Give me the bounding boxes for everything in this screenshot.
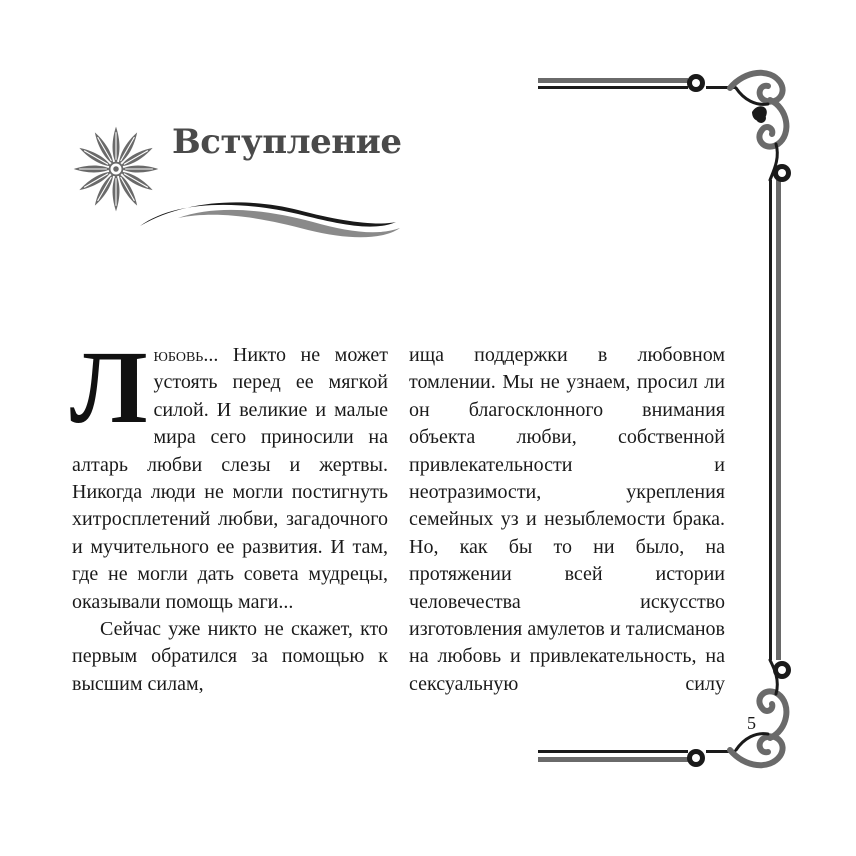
text-column-left	[70, 330, 388, 712]
paragraph-1-text: Никто не может устоять перед ее мягкой силой. И великие и малые мира сего приносили на алтарь любви слезы и жертвы. Никогда люди не могли постигнуть хитросплетений любви, загадочного и мучительного ее развития. И там, где не могли дать совета мудрецы, оказывали помощь маги...	[72, 344, 388, 613]
lead-in: юбовь...	[153, 344, 219, 366]
paragraph-3: ища поддержки в любовном томлении. Мы не узнаем, просил ли он благосклонного внимания объекта любви, собственной привлекательности и неотразимости, укрепления семейных уз и незыблемости брака. Но, как бы то ни было, на протяжении всей истории человечества искусство изготовления амулетов и талисманов на любовь и привлекательность, на сексуальную силу	[409, 344, 725, 695]
paragraph-1	[70, 330, 388, 616]
drop-cap: Л	[70, 330, 148, 445]
paragraph-2: Сейчас уже никто не скажет, кто первым обратился за помощью к высшим силам,	[72, 618, 388, 695]
page-title: Вступление	[172, 122, 402, 162]
text-column-right	[409, 342, 725, 712]
swash-divider	[138, 196, 403, 246]
page-number: 5	[747, 713, 756, 733]
